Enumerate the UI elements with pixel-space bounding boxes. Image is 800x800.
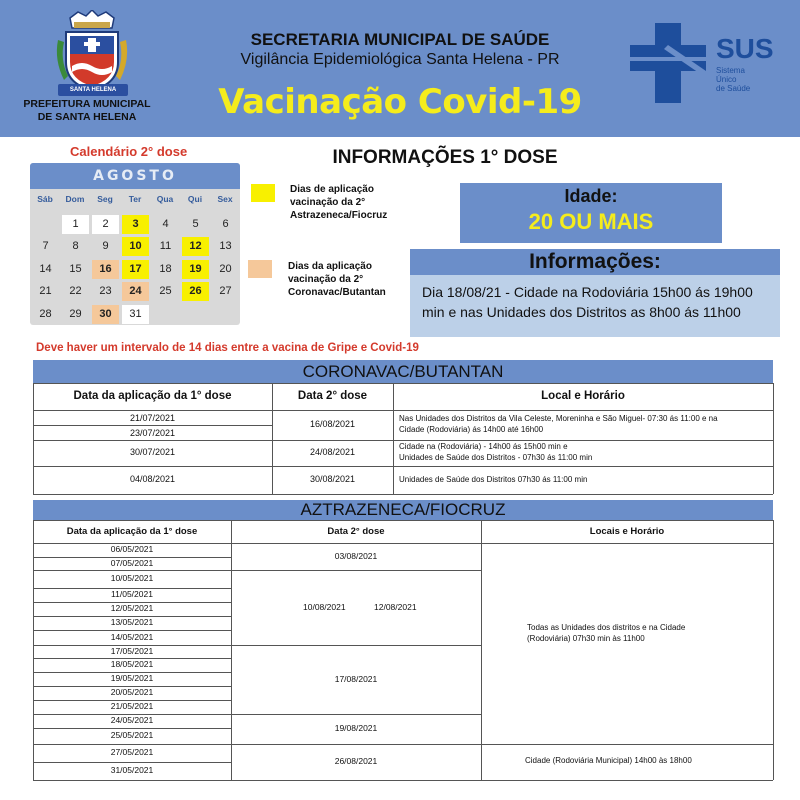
first-dose-date: 06/05/2021 [110,544,154,554]
legend-corona-line-2: vacinação da 2° [288,274,364,285]
vigilancia-subtitle: Vigilância Epidemiológica Santa Helena - PR [240,51,560,68]
info-title: INFORMAÇÕES 1° DOSE [332,147,558,168]
legend-corona-line-3: Coronavac/Butantan [288,287,386,298]
calendar-weekday: Dom [65,194,85,204]
local-horario: Cidade (Rodoviária) ás 14h00 até 16h00 [399,425,544,434]
calendar-day: 8 [72,240,79,252]
astrazeneca-header: Data da aplicação da 1° dose [66,526,198,537]
local-horario: Nas Unidades dos Distritos da Vila Celeste, Moreninha e São Miguel- 07:30 ás 11:00 e na [399,414,718,423]
calendar-weekday: Seg [97,194,113,204]
calendar-month: AGOSTO [30,163,240,189]
table-border [393,383,394,494]
legend-peach-swatch [248,260,272,278]
calendar-weekday: Ter [128,194,142,204]
sus-logo-text: SUS [716,33,774,64]
table-border [33,520,34,780]
calendar-day: 1 [62,215,89,234]
secretaria-title: SECRETARIA MUNICIPAL DE SAÚDE [250,30,550,49]
first-dose-date: 11/05/2021 [111,589,153,599]
first-dose-date: 25/05/2021 [110,730,154,740]
table-border [33,588,231,589]
calendar-title: Calendário 2° dose [70,144,188,159]
first-dose-date: 19/05/2021 [110,673,154,683]
local-horario: (Rodoviária) 07h30 min às 11h00 [527,634,645,643]
table-border [33,728,231,729]
astrazeneca-header: Locais e Horário [589,526,665,537]
first-dose-date: 21/05/2021 [110,701,154,711]
coronavac-title: CORONAVAC/BUTANTAN [33,360,773,383]
first-dose-date: 12/05/2021 [110,603,154,613]
table-border [33,602,231,603]
calendar-day: 27 [219,285,232,297]
local-horario: Todas as Unidades dos distritos e na Cidade [527,623,686,632]
calendar-day: 5 [192,218,199,230]
table-border [231,570,481,571]
table-border [33,700,231,701]
table-border [231,744,481,745]
table-border [33,466,773,467]
second-dose-date: 24/08/2021 [309,447,356,457]
calendar-day: 13 [219,240,232,252]
calendar-day: 18 [159,263,172,275]
calendar-day: 10 [122,237,149,256]
calendar-day: 12 [182,237,209,256]
calendar-day: 30 [92,305,119,324]
first-dose-date: 17/05/2021 [110,646,154,656]
calendar-day: 29 [69,308,82,320]
local-horario: Unidades de Saúde dos Distritos - 07h30 ás 11:00 min [399,453,593,462]
sus-logo-subtitle [716,66,750,93]
table-border [33,630,231,631]
calendar-day: 4 [162,218,169,230]
second-dose-date: 10/08/2021 [303,602,346,612]
calendar-day: 16 [92,260,119,279]
table-border [33,616,231,617]
calendar-day: 26 [182,282,209,301]
second-dose-date: 19/08/2021 [334,723,378,733]
second-dose-date: 30/08/2021 [309,474,356,484]
calendar-day: 2 [92,215,119,234]
calendar-day: 6 [222,218,229,230]
calendar-weekday: Sáb [37,194,53,204]
header-banner [0,0,800,137]
calendar-day: 9 [102,240,109,252]
first-dose-date: 27/05/2021 [110,747,154,757]
table-border [33,744,231,745]
table-border [231,520,232,780]
calendar-day: 7 [42,240,49,252]
second-dose-date: 03/08/2021 [334,551,378,561]
sus-sub-1: Sistema [716,66,745,75]
idade-label: Idade: [564,186,618,206]
calendar-day: 19 [182,260,209,279]
first-dose-date: 10/05/2021 [110,573,154,583]
table-border [33,520,773,521]
table-border [33,672,231,673]
second-dose-date: 26/08/2021 [334,756,378,766]
coronavac-header: Data 2° dose [297,390,368,402]
first-dose-date: 23/07/2021 [129,428,176,438]
table-border [33,570,231,571]
table-border [33,383,34,494]
sus-sub-3: de Saúde [716,84,751,93]
calendar-day: 31 [122,305,149,324]
table-border [272,383,273,494]
crest-banner: SANTA HELENA [58,84,128,96]
table-border [33,557,231,558]
first-dose-date: 18/05/2021 [110,659,154,669]
local-horario: Unidades de Saúde dos Distritos 07h30 ás 11:00 min [399,474,588,484]
legend-yellow-swatch [251,184,275,202]
calendar-day: 3 [122,215,149,234]
sus-sub-2: Único [716,75,737,84]
calendar-weekday: Qui [187,194,203,204]
table-border [773,383,774,494]
calendar-day: 15 [69,263,82,275]
table-border [33,425,272,426]
coronavac-header: Local e Horário [541,390,625,402]
table-border [33,383,773,384]
first-dose-date: 14/05/2021 [110,632,154,642]
calendar-weekday: Sex [217,194,233,204]
informacoes-box [410,249,780,337]
prefeitura-label [12,98,162,124]
calendar-day: 24 [122,282,149,301]
table-border [33,410,773,411]
local-horario: Cidade (Rodoviária Municipal) 14h00 às 18h00 [525,756,692,765]
prefeitura-line-2: DE SANTA HELENA [37,111,137,123]
table-border [33,780,773,781]
table-border [231,714,481,715]
interval-warning: Deve haver um intervalo de 14 dias entre a vacina de Gripe e Covid-19 [36,342,419,354]
calendar-day: 28 [39,308,52,320]
table-border [33,440,773,441]
table-border [33,658,231,659]
legend-astra-line-2: vacinação da 2° [290,197,366,208]
first-dose-date: 24/05/2021 [110,715,154,725]
idade-box [460,183,722,243]
legend-astra-line-3: Astrazeneca/Fiocruz [290,210,388,221]
table-border [33,645,231,646]
calendar-day: 23 [99,285,112,297]
calendar-day: 11 [159,240,172,252]
calendar-day: 20 [219,263,232,275]
legend-corona-line-1: Dias da aplicação [288,261,372,272]
table-border [773,520,774,780]
legend-astrazeneca [290,183,387,222]
calendar-day: 21 [39,285,52,297]
local-horario: Cidade na (Rodoviária) - 14h00 ás 15h00 min e [399,442,568,451]
table-border [33,494,773,495]
idade-value: 20 OU MAIS [528,209,654,234]
first-dose-date: 30/07/2021 [129,447,176,457]
informacoes-label: Informações: [410,249,780,275]
astrazeneca-title: AZTRAZENECA/FIOCRUZ [33,500,773,520]
calendar-day: 25 [159,285,172,297]
calendar-day: 22 [69,285,82,297]
calendar [30,163,240,325]
calendar-day: 17 [122,260,149,279]
legend-astra-line-1: Dias de aplicação [290,184,374,195]
informacoes-text: Dia 18/08/21 - Cidade na Rodoviária 15h00 ás 19h00 min e nas Unidades dos Distritos as 8h00 ás 11h00 [422,284,753,320]
first-dose-date: 07/05/2021 [110,558,154,568]
first-dose-date: 20/05/2021 [110,687,154,697]
coronavac-header: Data da aplicação da 1° dose [73,390,232,402]
second-dose-date: 16/08/2021 [309,419,356,429]
second-dose-date: 17/08/2021 [334,674,378,684]
astrazeneca-header: Data 2° dose [327,526,385,537]
table-border [33,686,231,687]
table-border [481,744,773,745]
table-border [231,645,481,646]
table-border [33,714,231,715]
second-dose-date: 12/08/2021 [374,602,417,612]
table-border [481,520,482,780]
calendar-day: 14 [39,263,52,275]
prefeitura-line-1: PREFEITURA MUNICIPAL [23,98,151,110]
first-dose-date: 13/05/2021 [110,617,154,627]
first-dose-date: 04/08/2021 [129,474,176,484]
first-dose-date: 31/05/2021 [110,765,154,775]
table-border [33,762,231,763]
page-title: Vacinação Covid-19 [218,82,582,122]
legend-coronavac [288,260,386,299]
first-dose-date: 21/07/2021 [129,413,176,423]
calendar-weekday: Qua [156,194,174,204]
